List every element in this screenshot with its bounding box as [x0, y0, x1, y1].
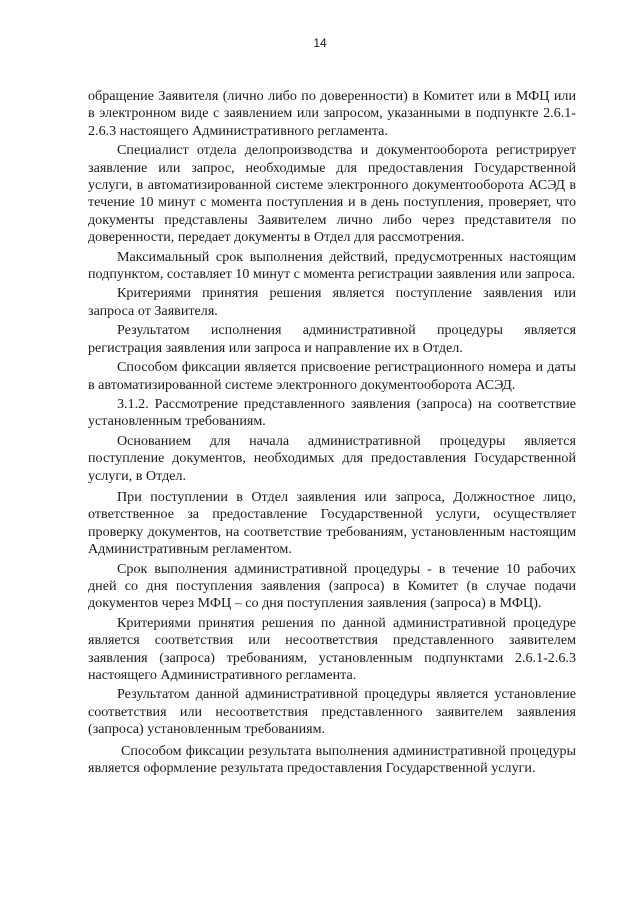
paragraph: обращение Заявителя (лично либо по доверенности) в Комитет или в МФЦ или в электронном виде с заявлением или запросом, указанными в подпункте 2.6.1-2.6.3 настоящего Административного регламента. — [88, 88, 576, 139]
paragraph: Специалист отдела делопроизводства и документооборота регистрирует заявление или запрос, необходимые для предоставления Государственной услуги, в автоматизированной системе электронного документооборота АСЭД в течение 10 минут с момента поступления и в день поступления, проверяет, что документы представлены Заявителем лично либо через представителя по доверенности, передает документы в Отдел для рассмотрения. — [88, 142, 576, 246]
document-body — [88, 88, 576, 777]
paragraph: Основанием для начала административной процедуры является поступление документов, необходимых для предоставления Государственной услуги, в Отдел. — [88, 432, 576, 484]
paragraph: Способом фиксации результата выполнения административной процедуры является оформление результата предоставления Государственной услуги. — [88, 742, 576, 777]
paragraph: Срок выполнения административной процедуры - в течение 10 рабочих дней со дня поступления заявления (запроса) в Комитет (в случае подачи документов через МФЦ – со дня поступления заявления (запроса) в МФЦ). — [88, 560, 576, 612]
page-number: 14 — [313, 36, 327, 50]
paragraph: Способом фиксации является присвоение регистрационного номера и даты в автоматизированной системе электронного документооборота АСЭД. — [88, 359, 576, 393]
paragraph: При поступлении в Отдел заявления или запроса, Должностное лицо, ответственное за предоставление Государственной услуги, осуществляет проверку документов, на соответствие требованиям, установленным настоящим Административным регламентом. — [88, 488, 576, 558]
paragraph: Критериями принятия решения является поступление заявления или запроса от Заявителя. — [88, 285, 576, 319]
paragraph: Максимальный срок выполнения действий, предусмотренных настоящим подпунктом, составляет 10 минут с момента регистрации заявления или запроса. — [88, 248, 576, 283]
section-heading: 3.1.2. Рассмотрение представленного заявления (запроса) на соответствие установленным требованиям. — [88, 395, 576, 430]
paragraph: Результатом исполнения административной процедуры является регистрация заявления или запроса и направление их в Отдел. — [88, 322, 576, 356]
paragraph: Результатом данной административной процедуры является установление соответствия или несоответствия представленного заявителем заявления (запроса) установленным требованиям. — [88, 686, 576, 738]
paragraph: Критериями принятия решения по данной административной процедуре является соответствия или несоответствия представленного заявителем заявления (запроса) требованиям, установленным подпунктами 2.6.1-2.6.3 настоящего Административного регламента. — [88, 614, 576, 683]
